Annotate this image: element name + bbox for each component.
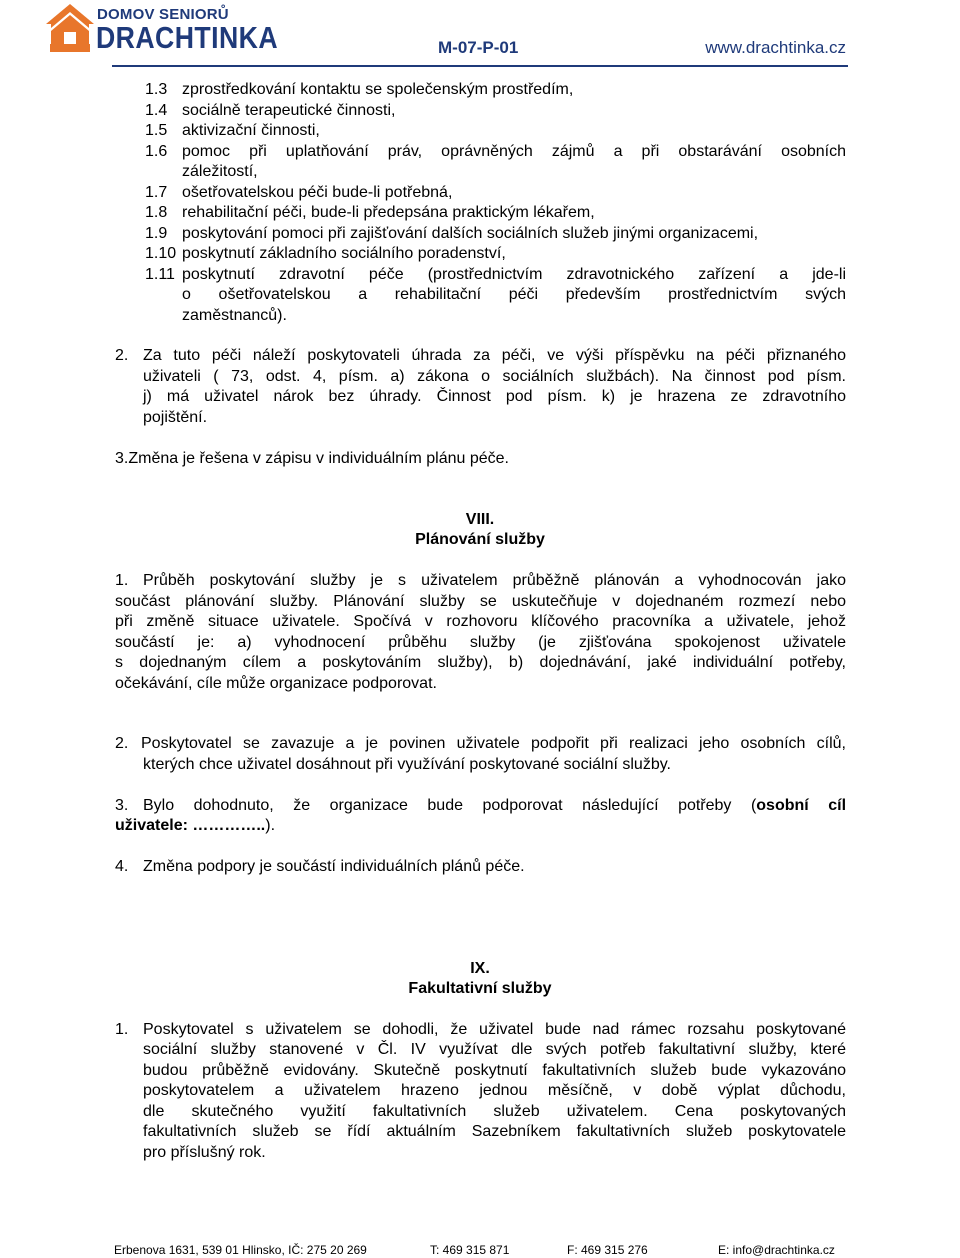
paragraph-line: poskytovatelem a uživatelem hrazeno jednou měsíčně, v době výplat důchodu,: [143, 1082, 846, 1099]
list-item-text: aktivizační činnosti,: [182, 122, 320, 139]
list-item-num: 1.6: [145, 143, 168, 160]
header-divider: [112, 65, 848, 67]
paragraph-text: Bylo dohodnuto, že organizace bude podporovat následující potřeby (: [143, 797, 757, 814]
list-item-num: 1.4: [145, 102, 168, 119]
paragraph-line: 3.Změna je řešena v zápisu v individuálním plánu péče.: [115, 450, 509, 467]
paragraph-line: [143, 796, 846, 817]
section-title: Fakultativní služby: [408, 980, 552, 997]
paragraph-line: dle skutečného využití fakultativních služeb uživatelem. Cena poskytovaných: [143, 1103, 846, 1120]
list-item-num: 1.8: [145, 204, 168, 221]
paragraph-line: Poskytovatel s uživatelem se dohodli, že uživatel bude nad rámec rozsahu poskytované: [143, 1021, 846, 1038]
section-title: Plánování služby: [415, 531, 545, 548]
list-item-num: 1.9: [145, 225, 168, 242]
list-item-text: poskytování pomoci při zajišťování dalších sociálních služeb jinými organizacemi,: [182, 225, 759, 242]
footer-phone: T: 469 315 871: [430, 1243, 510, 1257]
paragraph-line: Změna podpory je součástí individuálních plánů péče.: [143, 858, 525, 875]
paragraph-line: s dojednaným cílem a poskytováním služby), b) dojednávání, jaké individuální potřeby,: [115, 654, 846, 671]
section-number: IX.: [470, 960, 490, 977]
list-item-num: 1.11: [145, 266, 175, 283]
paragraph-line: součástí je: a) vyhodnocení průběhu služby (je zjišťována spokojenost uživatele: [115, 634, 846, 651]
paragraph-line: budou průběžně evidovány. Skutečně poskytnutí fakultativních služeb bude vykazováno: [143, 1062, 846, 1079]
list-item-num: 1.3: [145, 81, 168, 98]
paragraph-line: pro příslušný rok.: [143, 1144, 266, 1161]
paragraph-line: Poskytovatel se zavazuje a je povinen uživatele podpořit při realizaci jeho osobních cílů,: [141, 735, 846, 752]
paragraph-line: očekávání, cíle může organizace podporovat.: [115, 675, 437, 692]
paragraph-line: j) má uživatel nárok bez úhrady. Činnost pod písm. k) je hrazena ze zdravotního: [143, 388, 846, 405]
list-item-text: zprostředkování kontaktu se společenským prostředím,: [182, 81, 574, 98]
paragraph-line: při změně situace uživatele. Spočívá v rozhovoru klíčového pracovníka a uživatele, jehož: [115, 613, 846, 630]
paragraph-line: Za tuto péči náleží poskytovateli úhrada za péči, ve výši příspěvku na péči přiznaného: [143, 347, 846, 364]
list-item-text: poskytnutí zdravotní péče (prostřednictvím zdravotnického zařízení a jde-li: [182, 266, 846, 283]
list-item-text: rehabilitační péči, bude-li předepsána praktickým lékařem,: [182, 204, 595, 221]
paragraph-line: pojištění.: [143, 409, 208, 426]
section-number: VIII.: [465, 511, 495, 528]
list-item-num: 1.10: [145, 245, 177, 262]
paragraph-line: fakultativních služeb se řídí aktuálním Sazebníkem fakultativních služeb poskytovatele: [143, 1123, 846, 1140]
list-item-text: ošetřovatelskou péči bude-li potřebná,: [182, 184, 453, 201]
paragraph-line: sociální služby stanovené v Čl. IV využívat dle svých potřeb fakultativní služby, které: [143, 1041, 846, 1058]
list-item-text: pomoc při uplatňování práv, oprávněných zájmů a při obstarávání osobních: [182, 143, 846, 160]
website-link[interactable]: www.drachtinka.cz: [705, 38, 846, 57]
bold-text: osobní cíl: [756, 797, 847, 814]
paragraph-num: 1.: [115, 1021, 129, 1038]
list-item-num: 1.7: [145, 184, 168, 201]
logo-subtitle: DOMOV SENIORŮ: [97, 6, 229, 23]
footer-email[interactable]: E: info@drachtinka.cz: [718, 1243, 835, 1257]
list-item-num: 1.5: [145, 122, 168, 139]
paragraph-num: 4.: [115, 858, 129, 875]
list-item-text: záležitostí,: [182, 163, 258, 180]
paragraph-line: [115, 816, 275, 837]
list-item-text: poskytnutí základního sociálního poradenství,: [182, 245, 506, 262]
logo: [44, 2, 284, 58]
logo-title: DRACHTINKA: [96, 20, 279, 55]
paragraph-line: Průběh poskytování služby je s uživatelem průběžně plánován a vyhodnocován jako: [143, 572, 846, 589]
paragraph-num: 2.: [115, 347, 129, 364]
paragraph-num: 3.: [115, 797, 129, 814]
paragraph-text: ).: [265, 817, 276, 834]
paragraph-line: uživateli ( 73, odst. 4, písm. a) zákona o sociálních službách). Na činnost pod písm.: [143, 368, 846, 385]
footer-fax: F: 469 315 276: [567, 1243, 648, 1257]
list-item-text: zaměstnanců).: [182, 307, 287, 324]
paragraph-line: kterých chce uživatel dosáhnout při využívání poskytované sociální služby.: [143, 756, 671, 773]
paragraph-num: 2.: [115, 735, 129, 752]
list-item-text: sociálně terapeutické činnosti,: [182, 102, 396, 119]
page-header: [0, 0, 960, 66]
paragraph-line: součást plánování služby. Plánování služby se uskutečňuje v dojednaném rozmezí nebo: [115, 593, 846, 610]
paragraph-num: 1.: [115, 572, 129, 589]
footer-address: Erbenova 1631, 539 01 Hlinsko, IČ: 275 20 269: [114, 1243, 367, 1257]
document-code: M-07-P-01: [438, 38, 519, 57]
list-item-text: o ošetřovatelskou a rehabilitační péči především prostřednictvím svých: [182, 286, 846, 303]
house-logo-icon: [44, 2, 96, 56]
bold-text: uživatele: …………..: [115, 817, 266, 834]
